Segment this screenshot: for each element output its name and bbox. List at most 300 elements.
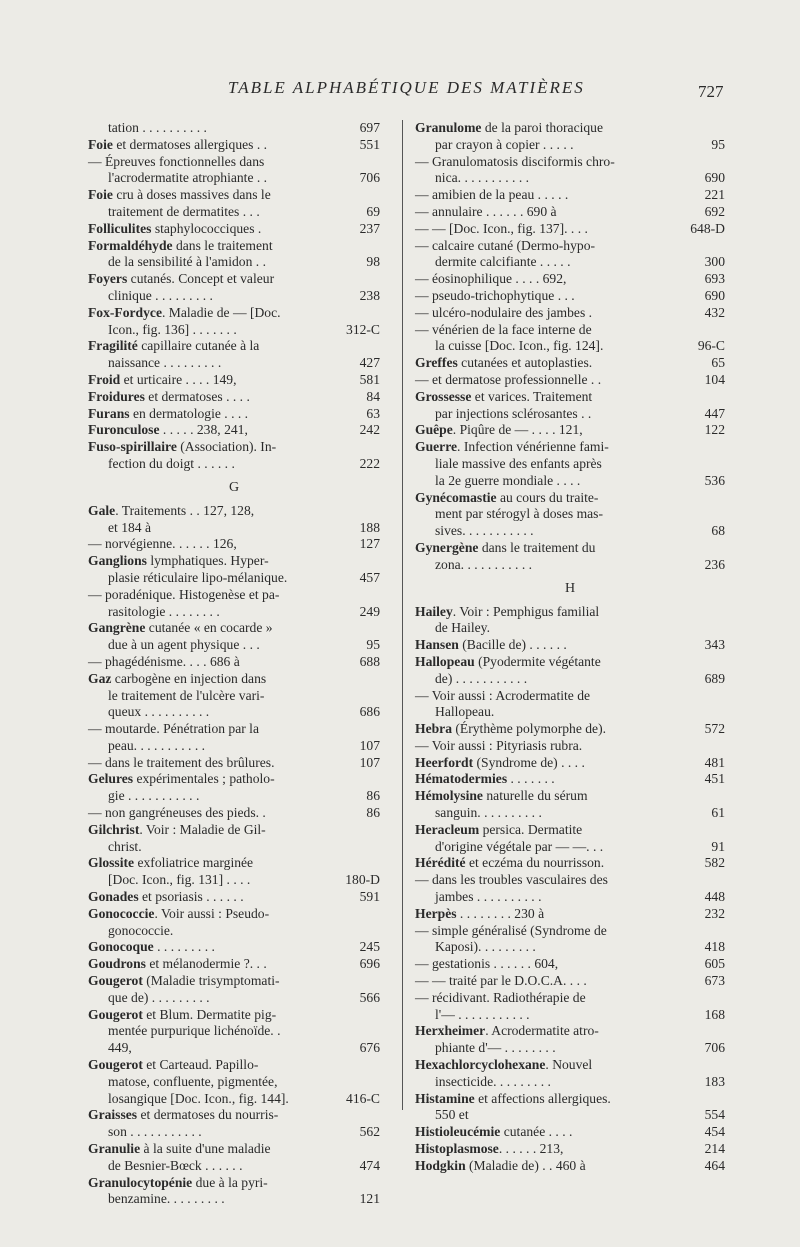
entry-text: — — traité par le D.O.C.A. . . .	[415, 973, 587, 989]
index-entry	[88, 422, 380, 439]
entry-text: plasie réticulaire lipo-mélanique.	[108, 569, 288, 585]
entry-text: — récidivant. Radiothérapie de	[415, 989, 586, 1005]
entry-text: Goudrons et mélanodermie ?. . .	[88, 956, 267, 972]
entry-text: — gestationis . . . . . . 604,	[415, 956, 559, 972]
entry-text: Gonococcie. Voir aussi : Pseudo-	[88, 905, 270, 921]
entry-page-ref: 481	[704, 754, 725, 770]
entry-page-ref: 427	[359, 355, 380, 371]
entry-page-ref: 690	[704, 287, 725, 303]
index-entry	[88, 288, 380, 305]
entry-text: — dans le traitement des brûlures.	[88, 754, 275, 770]
entry-headword: Furonculose	[88, 422, 160, 438]
index-entry	[415, 906, 725, 923]
entry-headword: Hodgkin	[415, 1157, 466, 1173]
column-divider	[402, 120, 403, 1110]
entry-page-ref: 127	[359, 536, 380, 552]
index-entry	[88, 889, 380, 906]
index-entry	[88, 704, 380, 721]
entry-headword: Hexachlorcyclohexane	[415, 1057, 546, 1073]
entry-text: traitement de dermatites . . .	[108, 203, 260, 219]
entry-page-ref: 95	[711, 136, 725, 152]
entry-text: 550 et	[435, 1107, 469, 1123]
entry-headword: Goudrons	[88, 956, 146, 972]
index-entry	[415, 1141, 725, 1158]
entry-page-ref: 464	[704, 1157, 725, 1173]
entry-page-ref: 432	[704, 304, 725, 320]
index-entry	[88, 1107, 380, 1124]
page-number: 727	[698, 82, 724, 101]
entry-text: Guêpe. Piqûre de — . . . . 121,	[415, 422, 583, 438]
entry-text: — amibien de la peau . . . . .	[415, 187, 569, 203]
index-entry	[415, 1074, 725, 1091]
index-entry	[415, 973, 725, 990]
entry-text: Hématodermies . . . . . . .	[415, 771, 555, 787]
entry-headword: Formaldéhyde	[88, 237, 173, 253]
index-entry	[88, 973, 380, 990]
index-entry	[415, 288, 725, 305]
entry-text: son . . . . . . . . . . .	[108, 1124, 202, 1140]
index-entry	[88, 570, 380, 587]
index-entry	[88, 372, 380, 389]
entry-headword: Granulie	[88, 1141, 141, 1157]
entry-text: due à un agent physique . . .	[108, 637, 260, 653]
index-entry	[88, 1191, 380, 1208]
index-entry	[88, 1023, 380, 1040]
entry-page-ref: 693	[704, 271, 725, 287]
index-entry	[88, 254, 380, 271]
entry-text: — calcaire cutané (Dermo-hypo-	[415, 237, 596, 253]
entry-headword: Gonocoque	[88, 939, 154, 955]
entry-text: Gynergène dans le traitement du	[415, 539, 596, 555]
entry-headword: Gelures	[88, 771, 134, 787]
entry-headword: Gonococcie	[88, 905, 155, 921]
entry-text: par injections sclérosantes . .	[435, 405, 592, 421]
entry-page-ref: 689	[704, 670, 725, 686]
index-entry	[88, 120, 380, 137]
entry-text: christ.	[108, 838, 142, 854]
entry-text: matose, confluente, pigmentée,	[108, 1073, 278, 1089]
entry-headword: Granulocytopénie	[88, 1174, 193, 1190]
index-entry	[415, 204, 725, 221]
index-entry	[88, 637, 380, 654]
entry-headword: Hémolysine	[415, 788, 483, 804]
entry-page-ref: 63	[366, 405, 380, 421]
entry-text: jambes . . . . . . . . . .	[435, 889, 542, 905]
entry-headword: Histoplasmose	[415, 1141, 499, 1157]
entry-headword: Graisses	[88, 1107, 138, 1123]
entry-page-ref: 554	[704, 1107, 725, 1123]
entry-page-ref: 451	[704, 771, 725, 787]
index-entry	[88, 1158, 380, 1175]
index-entry	[415, 271, 725, 288]
entry-page-ref: 232	[704, 905, 725, 921]
entry-page-ref: 536	[704, 472, 725, 488]
index-entry	[88, 671, 380, 688]
entry-page-ref: 61	[711, 805, 725, 821]
entry-text: — — [Doc. Icon., fig. 137]. . . .	[415, 220, 588, 236]
entry-headword: Folliculites	[88, 220, 152, 236]
index-entry	[415, 671, 725, 688]
entry-text: — phagédénisme. . . . 686 à	[88, 653, 240, 669]
entry-page-ref: 249	[359, 603, 380, 619]
entry-headword: Heerfordt	[415, 754, 474, 770]
index-entry	[415, 1124, 725, 1141]
entry-text: l'acrodermatite atrophiante . .	[108, 170, 268, 186]
entry-page-ref: 168	[704, 1006, 725, 1022]
index-entry	[415, 305, 725, 322]
right-column	[415, 120, 725, 1175]
entry-page-ref: 180-D	[345, 872, 380, 888]
entry-text: — pseudo-trichophytique . . .	[415, 287, 575, 303]
entry-text: 449,	[108, 1040, 132, 1056]
entry-page-ref: 706	[704, 1040, 725, 1056]
index-entry	[415, 372, 725, 389]
index-entry	[415, 1091, 725, 1108]
entry-headword: Histamine	[415, 1090, 475, 1106]
entry-text: sives. . . . . . . . . . .	[435, 523, 534, 539]
index-entry	[415, 855, 725, 872]
index-entry	[88, 536, 380, 553]
entry-text: Furonculose . . . . . 238, 241,	[88, 422, 248, 438]
index-entry	[415, 889, 725, 906]
entry-headword: Foie	[88, 136, 113, 152]
entry-text: Granulome de la paroi thoracique	[415, 120, 604, 135]
index-entry	[88, 1074, 380, 1091]
entry-text: Hebra (Érythème polymorphe de).	[415, 721, 607, 737]
index-entry	[88, 1057, 380, 1074]
entry-page-ref: 242	[359, 422, 380, 438]
entry-page-ref: 104	[704, 371, 725, 387]
entry-text: Herpès . . . . . . . . 230 à	[415, 905, 545, 921]
entry-text: gonococcie.	[108, 922, 174, 938]
entry-text: — Granulomatosis disciformis chro-	[415, 153, 615, 169]
entry-text: losangique [Doc. Icon., fig. 144].	[108, 1090, 289, 1106]
entry-page-ref: 65	[711, 355, 725, 371]
index-entry	[88, 439, 380, 456]
entry-text: Foyers cutanés. Concept et valeur	[88, 271, 275, 287]
entry-page-ref: 447	[704, 405, 725, 421]
entry-text: Heracleum persica. Dermatite	[415, 821, 583, 837]
index-entry	[88, 553, 380, 570]
entry-text: l'— . . . . . . . . . . .	[435, 1006, 530, 1022]
entry-text: Gale. Traitements . . 127, 128,	[88, 502, 255, 518]
index-entry	[88, 923, 380, 940]
index-entry	[88, 305, 380, 322]
entry-page-ref: 673	[704, 973, 725, 989]
entry-text: insecticide. . . . . . . . .	[435, 1073, 551, 1089]
index-entry	[88, 939, 380, 956]
index-entry	[88, 872, 380, 889]
entry-headword: Froid	[88, 371, 121, 387]
index-entry	[88, 620, 380, 637]
entry-text: d'origine végétale par — —. . .	[435, 838, 604, 854]
index-entry	[88, 839, 380, 856]
entry-headword: Froidures	[88, 388, 145, 404]
index-entry	[88, 187, 380, 204]
section-letter-g: G	[228, 479, 240, 495]
entry-text: — non gangréneuses des pieds. .	[88, 805, 266, 821]
index-entry	[415, 738, 725, 755]
entry-page-ref: 107	[359, 754, 380, 770]
entry-text: Graisses et dermatoses du nourris-	[88, 1107, 279, 1123]
index-entry	[415, 221, 725, 238]
entry-headword: Hérédité	[415, 855, 466, 871]
index-entry	[88, 338, 380, 355]
entry-headword: Gougerot	[88, 1057, 143, 1073]
entry-text: de) . . . . . . . . . . .	[435, 670, 528, 686]
entry-headword: Ganglions	[88, 553, 147, 569]
page-header	[0, 78, 800, 104]
entry-text: — Épreuves fonctionnelles dans	[88, 153, 265, 169]
index-entry	[415, 389, 725, 406]
entry-text: Herxheimer. Acrodermatite atro-	[415, 1023, 599, 1039]
entry-text: [Doc. Icon., fig. 131] . . . .	[108, 872, 251, 888]
index-entry	[88, 688, 380, 705]
entry-text: Gonocoque . . . . . . . . .	[88, 939, 215, 955]
entry-text: mentée purpurique lichénoïde. .	[108, 1023, 281, 1039]
entry-page-ref: 343	[704, 637, 725, 653]
entry-text: par crayon à copier . . . . .	[435, 136, 574, 152]
entry-text: dermite calcifiante . . . . .	[435, 254, 571, 270]
index-entry	[415, 473, 725, 490]
index-entry	[415, 322, 725, 339]
index-entry	[415, 688, 725, 705]
index-entry	[88, 406, 380, 423]
index-entry	[415, 654, 725, 671]
index-entry	[88, 906, 380, 923]
index-entry	[415, 187, 725, 204]
entry-headword: Hebra	[415, 721, 452, 737]
entry-text: Fox-Fordyce. Maladie de — [Doc.	[88, 304, 281, 320]
entry-text: Hérédité et eczéma du nourrisson.	[415, 855, 605, 871]
index-entry	[415, 788, 725, 805]
entry-page-ref: 121	[359, 1191, 380, 1207]
entry-page-ref: 86	[366, 788, 380, 804]
index-entries-h	[415, 604, 725, 1175]
entry-text: de Hailey.	[435, 620, 490, 636]
index-entry	[88, 503, 380, 520]
entry-text: queux . . . . . . . . . .	[108, 704, 210, 720]
index-entry	[88, 654, 380, 671]
entry-text: — ulcéro-nodulaire des jambes .	[415, 304, 593, 320]
index-entry	[88, 604, 380, 621]
entry-page-ref: 96-C	[697, 338, 725, 354]
entry-headword: Hématodermies	[415, 771, 508, 787]
entry-text: le traitement de l'ulcère vari-	[108, 687, 265, 703]
entry-text: Granulie à la suite d'une maladie	[88, 1141, 271, 1157]
index-entry	[415, 506, 725, 523]
entry-text: Gougerot (Maladie trisymptomati-	[88, 973, 280, 989]
index-entry	[415, 120, 725, 137]
entry-headword: Grossesse	[415, 388, 472, 404]
index-entry	[88, 238, 380, 255]
index-entry	[88, 990, 380, 1007]
entry-page-ref: 706	[359, 170, 380, 186]
index-entry	[415, 355, 725, 372]
entry-page-ref: 312-C	[346, 321, 380, 337]
entry-page-ref: 690	[704, 170, 725, 186]
entry-text: Ganglions lymphatiques. Hyper-	[88, 553, 269, 569]
entry-page-ref: 300	[704, 254, 725, 270]
entry-page-ref: 237	[359, 220, 380, 236]
entry-page-ref: 222	[359, 455, 380, 471]
entry-page-ref: 86	[366, 805, 380, 821]
index-entry	[88, 855, 380, 872]
index-entry	[88, 771, 380, 788]
entry-page-ref: 688	[359, 653, 380, 669]
entry-page-ref: 566	[359, 989, 380, 1005]
entry-headword: Hailey	[415, 603, 453, 619]
entry-page-ref: 245	[359, 939, 380, 955]
index-entry	[415, 805, 725, 822]
entry-headword: Gougerot	[88, 973, 143, 989]
entry-text: phiante d'— . . . . . . . .	[435, 1040, 556, 1056]
entry-text: — simple généralisé (Syndrome de	[415, 922, 607, 938]
entry-page-ref: 474	[359, 1157, 380, 1173]
entry-text: Gynécomastie au cours du traite-	[415, 489, 599, 505]
entry-page-ref: 582	[704, 855, 725, 871]
entry-page-ref: 454	[704, 1124, 725, 1140]
entry-text: — annulaire . . . . . . 690 à	[415, 203, 557, 219]
entry-text: gie . . . . . . . . . . .	[108, 788, 200, 804]
index-entry	[415, 771, 725, 788]
index-entry	[415, 422, 725, 439]
entry-page-ref: 238	[359, 287, 380, 303]
entry-text: Gelures expérimentales ; patholo-	[88, 771, 275, 787]
index-entry	[415, 1158, 725, 1175]
index-entry	[415, 604, 725, 621]
entry-page-ref: 686	[359, 704, 380, 720]
index-entry	[415, 170, 725, 187]
index-entry	[88, 738, 380, 755]
index-entry	[88, 822, 380, 839]
entry-headword: Gonades	[88, 889, 139, 905]
index-entry	[88, 520, 380, 537]
index-entries-g-cont	[415, 120, 725, 574]
index-entry	[88, 221, 380, 238]
index-entry	[88, 154, 380, 171]
entry-text: Gaz carbogène en injection dans	[88, 670, 267, 686]
entry-page-ref: 122	[704, 422, 725, 438]
entry-text: Gilchrist. Voir : Maladie de Gil-	[88, 821, 266, 837]
entry-text: liale massive des enfants après	[435, 455, 602, 471]
entry-text: tation . . . . . . . . . .	[108, 120, 207, 135]
entry-text: Heerfordt (Syndrome de) . . . .	[415, 754, 585, 770]
entry-page-ref: 696	[359, 956, 380, 972]
running-title: TABLE ALPHABÉTIQUE DES MATIÈRES	[228, 78, 585, 97]
index-entry	[88, 956, 380, 973]
entry-headword: Histioleucémie	[415, 1124, 501, 1140]
entry-headword: Foie	[88, 187, 113, 203]
entry-text: — dans les troubles vasculaires des	[415, 872, 608, 888]
index-entry	[88, 587, 380, 604]
index-entry	[415, 406, 725, 423]
entry-text: Fuso-spirillaire (Association). In-	[88, 439, 277, 455]
entry-page-ref: 68	[711, 523, 725, 539]
entry-headword: Herxheimer	[415, 1023, 486, 1039]
entry-page-ref: 605	[704, 956, 725, 972]
index-entry	[415, 939, 725, 956]
entry-headword: Fuso-spirillaire	[88, 439, 177, 455]
index-entry	[415, 523, 725, 540]
entry-text: nica. . . . . . . . . . .	[435, 170, 530, 186]
index-entry	[88, 1124, 380, 1141]
index-entry	[88, 271, 380, 288]
entry-text: ment par stérogyl à doses mas-	[435, 506, 603, 522]
entry-headword: Gynécomastie	[415, 489, 497, 505]
entry-text: Furans en dermatologie . . . .	[88, 405, 249, 421]
entry-text: Histioleucémie cutanée . . . .	[415, 1124, 573, 1140]
entry-text: Hailey. Voir : Pemphigus familial	[415, 603, 600, 619]
entry-page-ref: 448	[704, 889, 725, 905]
index-entry	[415, 338, 725, 355]
entry-page-ref: 183	[704, 1073, 725, 1089]
entry-text: Hallopeau (Pyodermite végétante	[415, 653, 601, 669]
index-entry	[415, 254, 725, 271]
entry-headword: Guêpe	[415, 422, 453, 438]
index-entry	[415, 154, 725, 171]
index-entry	[415, 704, 725, 721]
entry-page-ref: 69	[366, 203, 380, 219]
index-entry	[415, 439, 725, 456]
entry-page-ref: 676	[359, 1040, 380, 1056]
index-entry	[415, 557, 725, 574]
index-entry	[88, 788, 380, 805]
entry-text: Icon., fig. 136] . . . . . . .	[108, 321, 237, 337]
entry-page-ref: 416-C	[346, 1090, 380, 1106]
entry-page-ref: 697	[359, 120, 380, 135]
entry-headword: Guerre	[415, 439, 458, 455]
entry-text: — moutarde. Pénétration par la	[88, 721, 259, 737]
index-entry	[415, 1007, 725, 1024]
entry-headword: Fox-Fordyce	[88, 304, 162, 320]
index-entry	[415, 620, 725, 637]
index-entries-g	[88, 503, 380, 1208]
entry-page-ref: 214	[704, 1141, 725, 1157]
entry-page-ref: 692	[704, 203, 725, 219]
index-entry	[415, 755, 725, 772]
entry-text: Fragilité capillaire cutanée à la	[88, 338, 260, 354]
entry-text: benzamine. . . . . . . . .	[108, 1191, 225, 1207]
index-entry	[88, 1141, 380, 1158]
entry-page-ref: 551	[359, 136, 380, 152]
entry-text: Guerre. Infection vénérienne fami-	[415, 439, 609, 455]
index-entry	[88, 805, 380, 822]
entry-text: — éosinophilique . . . . 692,	[415, 271, 567, 287]
entry-text: Foie cru à doses massives dans le	[88, 187, 271, 203]
entry-headword: Gaz	[88, 670, 112, 686]
entry-text: Foie et dermatoses allergiques . .	[88, 136, 268, 152]
index-entry	[415, 137, 725, 154]
entry-text: Grossesse et varices. Traitement	[415, 388, 593, 404]
entry-text: de Besnier-Bœck . . . . . .	[108, 1157, 243, 1173]
index-entry	[88, 170, 380, 187]
entry-headword: Gale	[88, 502, 116, 518]
entry-text: Hémolysine naturelle du sérum	[415, 788, 588, 804]
index-entry	[415, 990, 725, 1007]
entry-text: que de) . . . . . . . . .	[108, 989, 210, 1005]
index-entry	[88, 1091, 380, 1108]
entry-text: — et dermatose professionnelle . .	[415, 371, 602, 387]
entry-text: Greffes cutanées et autoplasties.	[415, 355, 593, 371]
entry-text: Granulocytopénie due à la pyri-	[88, 1174, 268, 1190]
entry-text: — Voir aussi : Acrodermatite de	[415, 687, 591, 703]
entry-text: zona. . . . . . . . . . .	[435, 556, 533, 572]
entry-text: Folliculites staphylococciques .	[88, 220, 262, 236]
entry-headword: Furans	[88, 405, 130, 421]
index-entry	[415, 238, 725, 255]
index-entry	[88, 322, 380, 339]
